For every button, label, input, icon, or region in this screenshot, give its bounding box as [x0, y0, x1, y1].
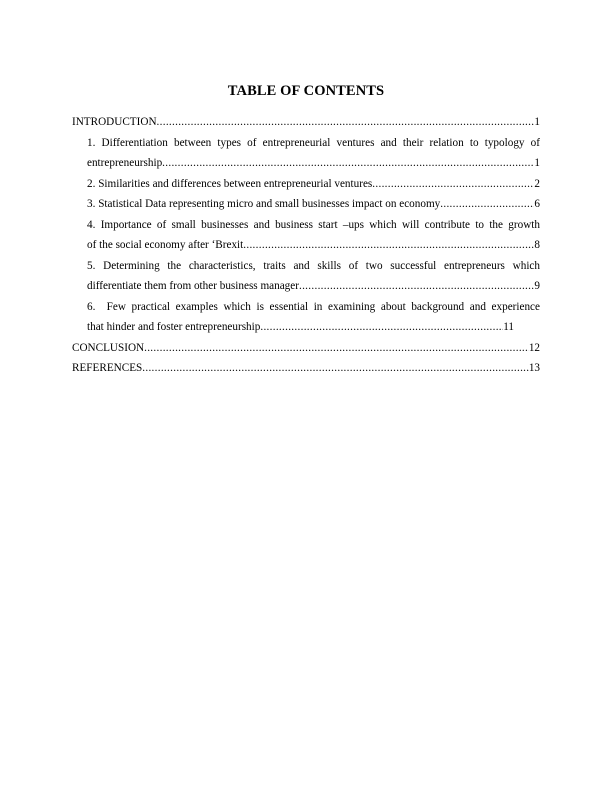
toc-line: [87, 194, 540, 215]
dot-leader: [260, 317, 503, 338]
toc-entry-5[interactable]: [72, 256, 540, 297]
dot-leader: [243, 235, 534, 256]
dot-leader: [162, 153, 534, 174]
dot-leader: [440, 194, 534, 215]
toc-entry-text: 3. Statistical Data representing micro and small businesses impact on economy: [87, 198, 441, 210]
toc-page-number: 6: [534, 198, 540, 210]
toc-line: [87, 215, 540, 236]
toc-line: [87, 174, 540, 195]
toc-entry-text: CONCLUSION: [72, 341, 145, 354]
dot-leader: [299, 276, 534, 297]
toc-entry-text: 1. Differentiation between types of entrepreneurial ventures and their relation to typology of: [87, 136, 540, 149]
toc-line: [87, 256, 540, 277]
toc-line: [87, 317, 540, 338]
toc-page-number: 11: [503, 321, 514, 333]
toc-entry-text: that hinder and foster entrepreneurship: [87, 321, 261, 333]
toc-title: TABLE OF CONTENTS: [227, 83, 385, 99]
toc-entry-4[interactable]: [72, 215, 540, 256]
toc-entry-6[interactable]: [72, 297, 540, 338]
toc-entry-3[interactable]: [72, 194, 540, 215]
dot-leader: [157, 112, 535, 133]
toc-line: [72, 112, 540, 133]
toc-entry-text: differentiate them from other business manager: [87, 280, 299, 292]
toc-entry-text: INTRODUCTION: [72, 116, 157, 128]
toc-entry-conclusion[interactable]: [72, 338, 540, 359]
toc-entry-text: 4. Importance of small businesses and business start –ups which will contribute to the growth: [87, 218, 540, 231]
toc-entry-introduction[interactable]: [72, 112, 540, 133]
toc-entry-text: 5. Determining the characteristics, traits and skills of two successful entrepreneurs which: [87, 259, 540, 272]
toc-page-number: 13: [528, 362, 540, 374]
toc-entry-references[interactable]: [72, 358, 540, 379]
toc-line: [87, 235, 540, 256]
toc-page-number: 2: [534, 177, 540, 190]
toc-entry-text: 6. Few practical examples which is essential in examining about background and experience: [87, 300, 540, 313]
toc-line: [87, 297, 540, 318]
dot-leader: [142, 358, 529, 379]
toc-line: [87, 276, 540, 297]
toc-line: [72, 338, 540, 359]
toc-line: [72, 358, 540, 379]
toc-page-number: 9: [534, 280, 540, 292]
toc-page-number: 1: [534, 116, 540, 128]
toc-page-number: 8: [534, 239, 540, 251]
toc-entry-text: REFERENCES: [72, 362, 143, 374]
toc-entry-text: entrepreneurship: [87, 157, 163, 169]
toc-entry-text: 2. Similarities and differences between entrepreneurial ventures: [87, 177, 373, 190]
toc-entry-2[interactable]: [72, 174, 540, 195]
toc-page-number: 1: [534, 157, 540, 169]
dot-leader: [144, 338, 529, 359]
toc-entry-text: of the social economy after ‘Brexit: [87, 239, 244, 251]
toc-line: [87, 153, 540, 174]
table-of-contents: [72, 112, 540, 379]
dot-leader: [372, 174, 534, 195]
toc-line: [87, 133, 540, 154]
toc-page-number: 12: [528, 341, 540, 354]
toc-entry-1[interactable]: [72, 133, 540, 174]
